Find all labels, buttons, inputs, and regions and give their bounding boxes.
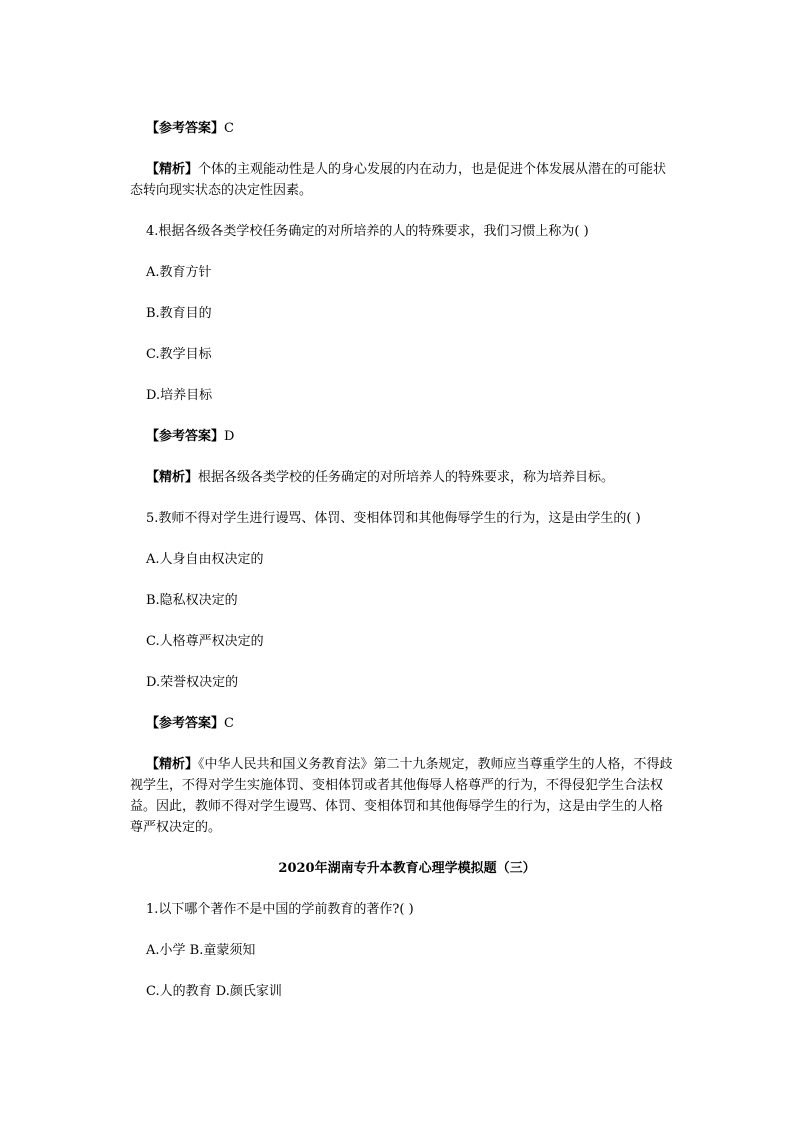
question-4: 4.根据各级各类学校任务确定的对所培养的人的特殊要求，我们习惯上称为( ) — [146, 224, 589, 239]
option-c: C.人格尊严权决定的 — [146, 634, 264, 649]
analysis-paragraph: 【精析】《中华人民共和国义务教育法》第二十九条规定，教师应当尊重学生的人格，不得歧视学生，不得对学生实施体罚、变相体罚或者其他侮辱人格尊严的行为，不得侵犯学生合法权益。因此，教师不得对学生谩骂、体罚、变相体罚和其他侮辱学生的行为，这是由学生的人格尊严权决定的。 — [130, 757, 673, 835]
answer-line: 【参考答案】C — [146, 121, 234, 136]
question-5: 5.教师不得对学生进行谩骂、体罚、变相体罚和其他侮辱学生的行为，这是由学生的( ) — [146, 511, 641, 526]
option-a: A.教育方针 — [146, 265, 212, 280]
option-d: D.荣誉权决定的 — [146, 675, 239, 690]
analysis-paragraph: 【精析】根据各级各类学校的任务确定的对所培养人的特殊要求，称为培养目标。 — [146, 470, 615, 485]
option-cd: C.人的教育 D.颜氏家训 — [146, 984, 282, 999]
option-b: B.隐私权决定的 — [146, 593, 238, 608]
answer-line: 【参考答案】C — [146, 716, 234, 731]
section-title: 2020年湖南专升本教育心理学模拟题（三） — [278, 861, 536, 876]
option-ab: A.小学 B.童蒙须知 — [146, 943, 256, 958]
option-c: C.教学目标 — [146, 347, 212, 362]
analysis-paragraph: 【精析】个体的主观能动性是人的身心发展的内在动力，也是促进个体发展从潜在的可能状态转向现实状态的决定性因素。 — [130, 162, 667, 198]
option-d: D.培养目标 — [146, 388, 213, 403]
question-1: 1.以下哪个著作不是中国的学前教育的著作?( ) — [146, 902, 414, 917]
answer-line: 【参考答案】D — [146, 429, 235, 444]
option-a: A.人身自由权决定的 — [146, 552, 264, 567]
option-b: B.教育目的 — [146, 306, 212, 321]
